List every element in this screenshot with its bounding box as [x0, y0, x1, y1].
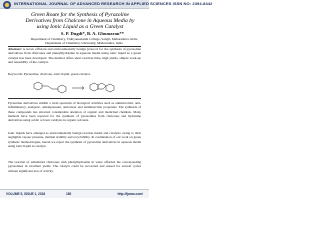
journal-header-bar: [0, 0, 213, 9]
page-footer: [0, 189, 149, 198]
authors: S. P. Dugdi*, B. A. Ghumaran**: [60, 31, 125, 36]
paper-title: Green Route for the Synthesis of Pyrazoline Derivatives from Chalcone in Aqueous Media by using Ionic Liquid as a Green Catalyst: [25, 12, 135, 31]
body-paragraph: The reaction of substituted chalcones with phenylhydrazine in water afforded the corresponding pyrazolines in excellent yields. The catalyst could be recovered and reused for several cycles without significant loss of activity.: [8, 160, 141, 173]
body-paragraph: Pyrazoline derivatives exhibit a wide spectrum of biological activities such as antimicrobial, anti-inflammatory, analgesic, antidepressant, anticancer and antitubercular properties. The synthesis of these compounds has attracted considerable attention of organic and medicinal chemists. Many methods have been reported for the synthesis of pyrazolines from chalcones and hydrazine derivatives using acidic or basic catalysts in organic solvents.: [8, 101, 141, 122]
reaction-scheme-figure: [28, 80, 122, 96]
footer-volume: VOLUME 5, ISSUE 1, 2018: [6, 192, 46, 196]
keywords: Keywords: Pyrazoline, chalcone, ionic liquid, green catalyst.: [8, 72, 91, 76]
footer-page-number: 180: [66, 192, 72, 196]
divider: [8, 98, 141, 99]
journal-logo-icon: [2, 0, 12, 10]
abstract-label: Abstract:: [8, 47, 22, 51]
abstract-text: A novel, efficient and environmentally benign protocol for the synthesis of pyrazoline derivatives from chalcones and phenylhydrazine in aqueous media using ionic liquid as a green catalyst has been developed. The method offers short reaction time, high yields, simple work-up and reusability of the catalyst.: [8, 47, 141, 64]
journal-name: INTERNATIONAL JOURNAL OF ADVANCED RESEARCH IN APPLIED SCIENCES ISSN NO: 2394-8442: [14, 1, 213, 6]
affiliation: Department of Chemistry, Vidnyaneekashi College, Sangli, Maharashtra, India Department of Chemistry, University, Maharashtra, India: [30, 37, 138, 45]
footer-url: http://ijaras.com/: [117, 192, 143, 196]
body-paragraph: Ionic liquids have emerged as environmentally benign reaction media and catalysts owing to their negligible vapour pressure, thermal stability and recyclability. In continuation of our work on green synthetic methodologies, herein we report the synthesis of pyrazoline derivatives in aqueous media using ionic liquid as catalyst.: [8, 131, 141, 148]
abstract: [8, 47, 141, 64]
